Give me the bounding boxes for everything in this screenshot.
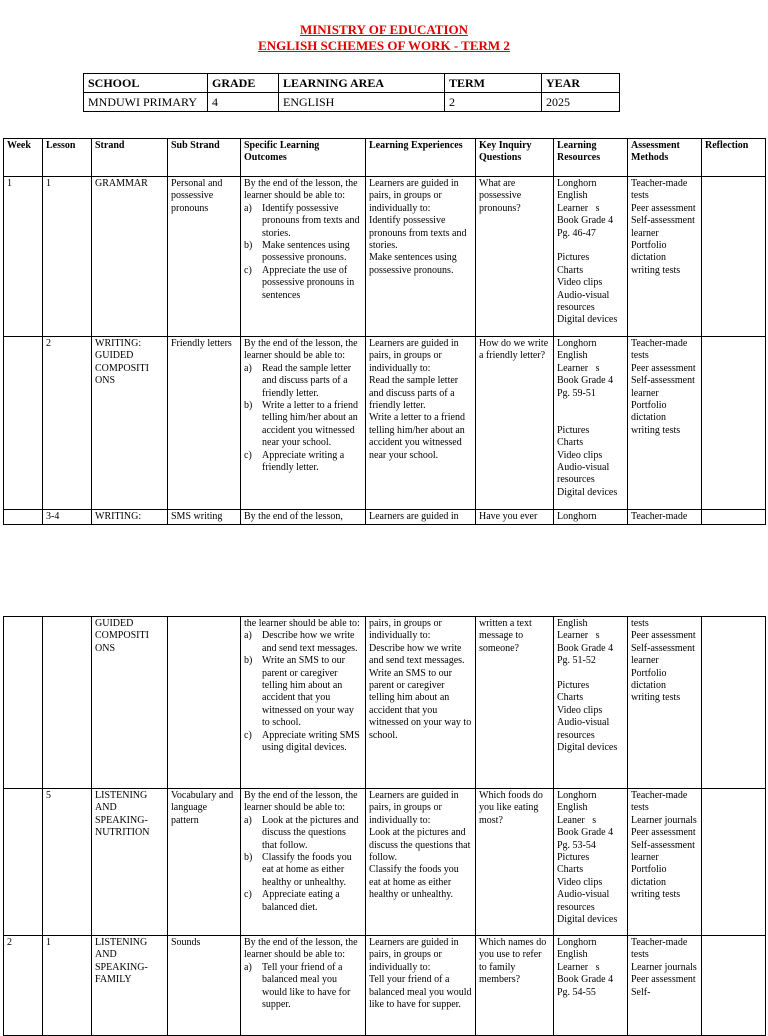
- week-cell: [4, 510, 43, 525]
- lesson-cell: 1: [43, 177, 92, 337]
- resource-line: English: [557, 618, 588, 629]
- resource-line: Learner s: [557, 362, 600, 374]
- assessment-line: Teacher-made tests: [631, 937, 688, 961]
- week-cell: 2: [4, 936, 43, 1036]
- experience-line: Learners are guided in pairs, in groups or individually to:: [369, 178, 459, 214]
- resource-line: Longhorn: [557, 178, 597, 189]
- sub-strand-cell: Friendly letters: [168, 337, 241, 510]
- resource-line: Book Grade 4: [557, 642, 614, 654]
- reflection-cell: [702, 617, 766, 789]
- outcome-text: Appreciate the use of possessive pronouns in sentences: [262, 264, 355, 301]
- experience-line: Classify the foods you eat at home as either healthy or unhealthy.: [369, 864, 459, 901]
- experience-line: Identify possessive pronouns from texts and stories.: [369, 215, 467, 252]
- outcomes-list: [244, 815, 362, 914]
- resources-cell: [554, 936, 628, 1036]
- strand-cell: GUIDED COMPOSITI ONS: [92, 617, 168, 789]
- experience-line: Learners are guided in pairs, in groups or individually to:: [369, 937, 459, 973]
- table-row: [4, 510, 766, 525]
- outcome-marker: b): [244, 852, 253, 864]
- assessment-line: writing tests: [631, 692, 681, 704]
- resources-cell: [554, 177, 628, 337]
- resource-line: Book Grade 4: [557, 375, 614, 387]
- assessment-line: dictation: [631, 876, 666, 888]
- resource-line: Audio-visual resources: [557, 289, 610, 314]
- header-resources: Learning Resources: [554, 139, 628, 177]
- list-item: [244, 852, 362, 889]
- outcomes-cell: [241, 789, 366, 936]
- ministry-title: MINISTRY OF EDUCATION: [299, 22, 469, 37]
- experiences-cell: [366, 337, 476, 510]
- experiences-cell: [366, 177, 476, 337]
- header-week: Week: [4, 139, 43, 177]
- assessment-cell: [628, 177, 702, 337]
- resource-line: [557, 668, 624, 680]
- assessment-cell: [628, 617, 702, 789]
- outcome-text: Appreciate writing SMS using digital devices.: [262, 729, 360, 754]
- resource-line: [557, 240, 624, 252]
- resource-line: Video clips: [557, 277, 603, 289]
- header-strand: Strand: [92, 139, 168, 177]
- document-title: ENGLISH SCHEMES OF WORK - TERM 2: [258, 38, 510, 53]
- resource-line: Book Grade 4: [557, 974, 614, 986]
- header-questions: Key Inquiry Questions: [476, 139, 554, 177]
- outcome-text: Classify the foods you eat at home as either healthy or unhealthy.: [262, 852, 352, 888]
- resource-line: Longhorn: [557, 338, 597, 349]
- resource-line: Pg. 53-54: [557, 839, 596, 851]
- assessment-line: learner: [631, 655, 659, 667]
- outcomes-intro: By the end of the lesson, the learner should be able to:: [244, 790, 358, 814]
- resource-line: English: [557, 190, 588, 202]
- outcomes-intro: By the end of the lesson, the learner should be able to:: [244, 937, 358, 961]
- outcomes-list: [244, 203, 362, 302]
- sub-strand-cell: Personal and possessive pronouns: [168, 177, 241, 337]
- resource-line: Digital devices: [557, 742, 618, 754]
- outcome-marker: c): [244, 729, 252, 741]
- sub-strand-cell: Vocabulary and language pattern: [168, 789, 241, 936]
- resource-line: Video clips: [557, 449, 603, 461]
- header-assessment: Assessment Methods: [628, 139, 702, 177]
- list-item: [244, 962, 362, 1012]
- resource-line: Charts: [557, 264, 584, 276]
- outcome-marker: a): [244, 814, 252, 826]
- resource-line: Digital devices: [557, 914, 618, 926]
- strand-cell: WRITING: GUIDED COMPOSITI ONS: [92, 337, 168, 510]
- experience-line: Tell your friend of a balanced meal you would like to have for supper.: [369, 974, 472, 1011]
- assessment-line: Peer assessment: [631, 630, 696, 642]
- assessment-line: writing tests: [631, 889, 681, 901]
- info-value-learning-area: ENGLISH: [279, 93, 445, 112]
- info-value-term: 2: [445, 93, 542, 112]
- outcome-marker: c): [244, 449, 252, 461]
- resource-line: Learner s: [557, 202, 600, 214]
- assessment-cell: [628, 337, 702, 510]
- assessment-line: Self-: [631, 986, 651, 998]
- assessment-line: Portfolio: [631, 240, 667, 252]
- experience-line: Read the sample letter and discuss parts of a friendly letter.: [369, 375, 459, 412]
- scheme-table-page-2: [3, 616, 766, 1036]
- school-info-table: [83, 73, 620, 112]
- list-item: [244, 203, 362, 240]
- question-cell: How do we write a friendly letter?: [476, 337, 554, 510]
- resource-line: [557, 400, 624, 412]
- outcomes-cell: [241, 337, 366, 510]
- info-value-year: 2025: [542, 93, 620, 112]
- strand-cell: LISTENING AND SPEAKING-FAMILY: [92, 936, 168, 1036]
- sub-strand-cell: SMS writing: [168, 510, 241, 525]
- resources-cell: [554, 617, 628, 789]
- resource-line: Charts: [557, 692, 584, 704]
- resource-line: Audio-visual resources: [557, 462, 610, 486]
- table-row: [4, 936, 766, 1036]
- resource-line: Pg. 59-51: [557, 387, 596, 399]
- outcomes-list: [244, 630, 362, 754]
- experiences-cell: [366, 617, 476, 789]
- experiences-cell: Learners are guided in: [366, 510, 476, 525]
- outcome-marker: c): [244, 264, 252, 276]
- info-label-year: YEAR: [542, 74, 620, 93]
- assessment-line: Portfolio: [631, 864, 667, 876]
- sub-strand-cell: [168, 617, 241, 789]
- experience-line: Describe how we write and send text messages.: [369, 642, 465, 667]
- assessment-line: learner: [631, 387, 659, 399]
- outcome-text: Write an SMS to our parent or caregiver telling him about an accident that you witnessed on your way to school.: [262, 655, 354, 729]
- experience-line: Look at the pictures and discuss the questions that follow.: [369, 827, 471, 864]
- experiences-cell: [366, 936, 476, 1036]
- outcomes-cell: [241, 177, 366, 337]
- header-experiences: Learning Experiences: [366, 139, 476, 177]
- resource-line: Charts: [557, 864, 584, 876]
- assessment-line: Portfolio: [631, 400, 667, 412]
- header-sub-strand: Sub Strand: [168, 139, 241, 177]
- assessment-line: Teacher-made tests: [631, 338, 688, 362]
- header-lesson: Lesson: [43, 139, 92, 177]
- resource-line: Longhorn: [557, 790, 597, 801]
- strand-cell: WRITING:: [92, 510, 168, 525]
- assessment-line: Peer assessment: [631, 974, 696, 986]
- reflection-cell: [702, 337, 766, 510]
- question-cell: Which foods do you like eating most?: [476, 789, 554, 936]
- assessment-cell: Teacher-made: [628, 510, 702, 525]
- resource-line: Digital devices: [557, 486, 618, 498]
- resources-cell: Longhorn: [554, 510, 628, 525]
- question-cell: Have you ever: [476, 510, 554, 525]
- assessment-line: Peer assessment: [631, 827, 696, 839]
- lesson-cell: [43, 617, 92, 789]
- resource-line: Audio-visual resources: [557, 889, 610, 913]
- assessment-line: Self-assessment: [631, 839, 695, 851]
- assessment-line: Portfolio: [631, 667, 667, 679]
- outcomes-cell: [241, 617, 366, 789]
- resource-line: Pictures: [557, 252, 590, 264]
- outcome-text: Appreciate eating a balanced diet.: [262, 889, 340, 913]
- assessment-line: learner: [631, 852, 659, 864]
- week-cell: [4, 337, 43, 510]
- resource-line: Audio-visual resources: [557, 717, 610, 741]
- resource-line: Pg. 54-55: [557, 986, 596, 998]
- experience-line: pairs, in groups or individually to:: [369, 618, 442, 642]
- reflection-cell: [702, 789, 766, 936]
- info-label-grade: GRADE: [208, 74, 279, 93]
- outcomes-cell: By the end of the lesson,: [241, 510, 366, 525]
- resource-line: Digital devices: [557, 314, 618, 326]
- info-label-school: SCHOOL: [84, 74, 208, 93]
- resource-line: Leaner s: [557, 814, 597, 826]
- resource-line: Video clips: [557, 876, 603, 888]
- outcomes-intro: By the end of the lesson, the learner should be able to:: [244, 178, 358, 202]
- assessment-line: Learner journals: [631, 961, 697, 973]
- reflection-cell: [702, 936, 766, 1036]
- info-value-row: [84, 93, 620, 112]
- resource-line: Learner s: [557, 961, 600, 973]
- header-outcomes: Specific Learning Outcomes: [241, 139, 366, 177]
- assessment-line: dictation: [631, 252, 666, 264]
- outcome-marker: b): [244, 400, 253, 412]
- resource-line: Learner s: [557, 630, 600, 642]
- resource-line: [557, 412, 624, 424]
- resource-line: Longhorn: [557, 937, 597, 948]
- resource-line: English: [557, 350, 588, 362]
- resource-line: Book Grade 4: [557, 215, 614, 227]
- list-item: [244, 363, 362, 400]
- list-item: [244, 400, 362, 450]
- outcomes-intro: By the end of the lesson, the learner should be able to:: [244, 338, 358, 362]
- outcome-marker: a): [244, 961, 252, 973]
- lesson-cell: 1: [43, 936, 92, 1036]
- outcomes-list: [244, 962, 362, 1012]
- info-header-row: [84, 74, 620, 93]
- outcome-text: Appreciate writing a friendly letter.: [262, 449, 345, 474]
- resource-line: Video clips: [557, 704, 603, 716]
- outcome-marker: c): [244, 889, 252, 901]
- resource-line: English: [557, 802, 588, 814]
- assessment-line: writing tests: [631, 264, 681, 276]
- list-item: [244, 730, 362, 755]
- table-row: [4, 337, 766, 510]
- outcome-text: Read the sample letter and discuss parts of a friendly letter.: [262, 362, 352, 399]
- assessment-line: Teacher-made tests: [631, 178, 688, 202]
- list-item: [244, 265, 362, 302]
- outcome-marker: a): [244, 202, 252, 214]
- question-cell: written a text message to someone?: [476, 617, 554, 789]
- outcome-text: Tell your friend of a balanced meal you would like to have for supper.: [262, 961, 351, 1011]
- experience-line: Write a letter to a friend telling him/her about an accident you witnessed near your school.: [369, 412, 465, 461]
- assessment-line: Peer assessment: [631, 362, 696, 374]
- reflection-cell: [702, 177, 766, 337]
- info-value-school: MNDUWI PRIMARY: [84, 93, 208, 112]
- outcome-text: Write a letter to a friend telling him/her about an accident you witnessed near your school.: [262, 400, 358, 449]
- info-label-learning-area: LEARNING AREA: [279, 74, 445, 93]
- resources-cell: [554, 337, 628, 510]
- assessment-line: dictation: [631, 412, 666, 424]
- resources-cell: [554, 789, 628, 936]
- reflection-cell: [702, 510, 766, 525]
- assessment-line: writing tests: [631, 424, 681, 436]
- week-cell: [4, 789, 43, 936]
- assessment-line: Self-assessment: [631, 375, 695, 387]
- assessment-line: Learner journals: [631, 814, 697, 826]
- table-row: [4, 617, 766, 789]
- outcome-text: Identify possessive pronouns from texts and stories.: [262, 202, 360, 239]
- resource-line: English: [557, 949, 588, 961]
- assessment-line: dictation: [631, 680, 666, 692]
- question-cell: Which names do you use to refer to family members?: [476, 936, 554, 1036]
- assessment-line: learner: [631, 227, 659, 239]
- table-row: [4, 789, 766, 936]
- list-item: [244, 815, 362, 852]
- list-item: [244, 655, 362, 729]
- week-cell: [4, 617, 43, 789]
- outcomes-cell: [241, 936, 366, 1036]
- outcomes-intro: the learner should be able to:: [244, 618, 360, 629]
- assessment-line: Self-assessment: [631, 642, 695, 654]
- assessment-line: Self-assessment: [631, 215, 695, 227]
- experiences-cell: [366, 789, 476, 936]
- lesson-cell: 5: [43, 789, 92, 936]
- outcome-text: Look at the pictures and discuss the questions that follow.: [262, 814, 359, 851]
- outcomes-list: [244, 363, 362, 475]
- sub-strand-cell: Sounds: [168, 936, 241, 1036]
- lesson-cell: 2: [43, 337, 92, 510]
- list-item: [244, 889, 362, 914]
- list-item: [244, 630, 362, 655]
- experience-line: Learners are guided in pairs, in groups or individually to:: [369, 790, 459, 826]
- strand-cell: GRAMMAR: [92, 177, 168, 337]
- scheme-table-page-1: [3, 138, 766, 525]
- resource-line: Pictures: [557, 680, 590, 692]
- experience-line: Make sentences using possessive pronouns.: [369, 252, 457, 276]
- resource-line: Pictures: [557, 852, 590, 864]
- outcome-marker: a): [244, 630, 252, 642]
- outcome-marker: a): [244, 362, 252, 374]
- scheme-header-row: [4, 139, 766, 177]
- week-cell: 1: [4, 177, 43, 337]
- lesson-cell: 3-4: [43, 510, 92, 525]
- resource-line: Pg. 46-47: [557, 227, 596, 239]
- question-cell: What are possessive pronouns?: [476, 177, 554, 337]
- resource-line: Charts: [557, 437, 584, 449]
- assessment-line: Peer assessment: [631, 202, 696, 214]
- list-item: [244, 240, 362, 265]
- outcome-marker: b): [244, 655, 253, 667]
- list-item: [244, 450, 362, 475]
- info-value-grade: 4: [208, 93, 279, 112]
- outcome-text: Describe how we write and send text messages.: [262, 630, 358, 654]
- assessment-line: tests: [631, 618, 649, 629]
- header-reflection: Reflection: [702, 139, 766, 177]
- assessment-line: Teacher-made tests: [631, 790, 688, 814]
- info-label-term: TERM: [445, 74, 542, 93]
- assessment-cell: [628, 936, 702, 1036]
- strand-cell: LISTENING AND SPEAKING-NUTRITION: [92, 789, 168, 936]
- table-row: [4, 177, 766, 337]
- resource-line: Pg. 51-52: [557, 655, 596, 667]
- outcome-text: Make sentences using possessive pronouns.: [262, 240, 350, 264]
- outcome-marker: b): [244, 240, 253, 252]
- assessment-cell: [628, 789, 702, 936]
- resource-line: Pictures: [557, 424, 590, 436]
- experience-line: Learners are guided in pairs, in groups or individually to:: [369, 338, 459, 374]
- experience-line: Write an SMS to our parent or caregiver telling him about an accident that you witnessed on your way to school.: [369, 667, 472, 741]
- resource-line: Book Grade 4: [557, 827, 614, 839]
